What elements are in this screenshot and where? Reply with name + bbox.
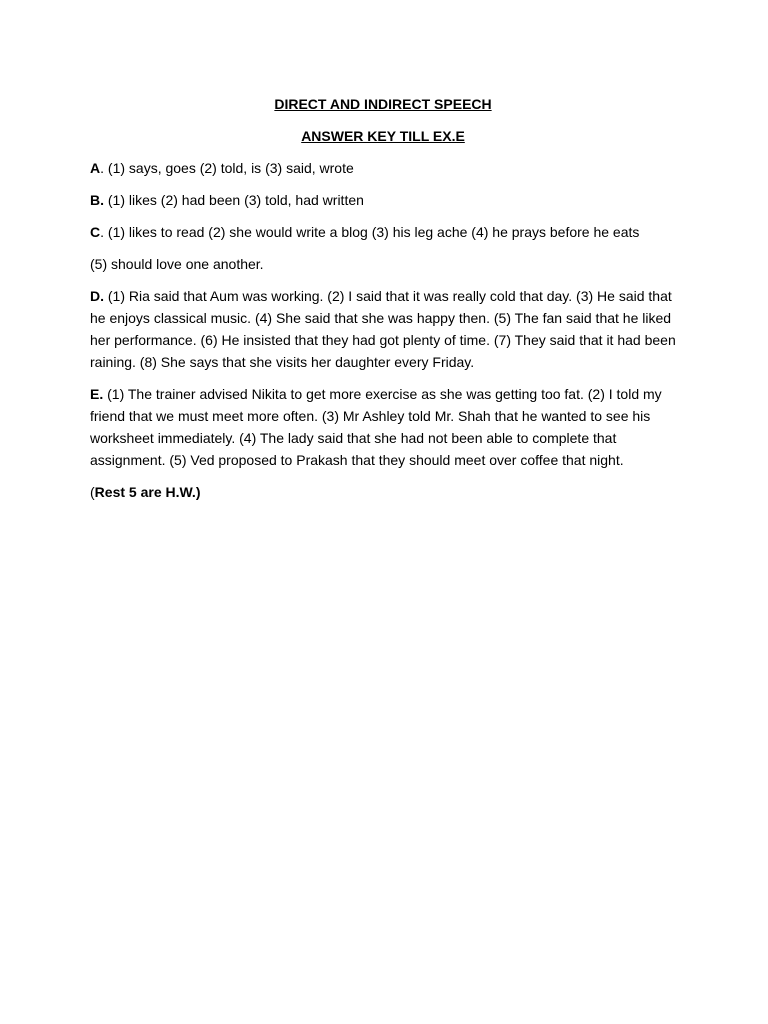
section-label: C xyxy=(90,224,101,240)
section-text: (1) Ria said that Aum was working. (2) I said that it was really cold that day. (3) He said that he enjoys classical music. (4) She said that she was happy then. (5) The fan said that he liked her performance. (6) He insisted that they had got plenty of time. (7) They said that it had been raining. (8) She says that she visits her daughter every Friday. xyxy=(90,288,676,370)
section-text: (1) likes to read (2) she would write a blog (3) his leg ache (4) he prays before he eats xyxy=(107,224,640,240)
section-separator: . xyxy=(100,224,108,240)
section-label: E. xyxy=(90,386,104,402)
answer-section-e xyxy=(90,383,676,471)
section-separator: . xyxy=(100,160,108,176)
answer-section-a xyxy=(90,157,676,179)
section-label: A xyxy=(90,160,101,176)
answer-section-b xyxy=(90,189,676,211)
section-label: D. xyxy=(90,288,104,304)
document-body xyxy=(90,93,676,513)
section-label: B. xyxy=(90,192,104,208)
homework-note xyxy=(90,481,676,503)
note-text: Rest 5 are H.W.) xyxy=(94,484,201,500)
answer-section-d xyxy=(90,285,676,373)
answer-section-c xyxy=(90,221,676,243)
section-text: (1) likes (2) had been (3) told, had written xyxy=(107,192,364,208)
section-text: (5) should love one another. xyxy=(90,256,264,272)
document-title: DIRECT AND INDIRECT SPEECH xyxy=(274,96,492,112)
answer-section-c-continued xyxy=(90,253,676,275)
document-subtitle: ANSWER KEY TILL EX.E xyxy=(301,128,465,144)
section-text: (1) The trainer advised Nikita to get more exercise as she was getting too fat. (2) I told my friend that we must meet more often. (3) Mr Ashley told Mr. Shah that he wanted to see his worksheet immediately. (4) The lady said that she had not been able to complete that assignment. (5) Ved proposed to Prakash that they should meet over coffee that night. xyxy=(90,386,662,468)
section-text: (1) says, goes (2) told, is (3) said, wrote xyxy=(107,160,354,176)
note-open-paren: ( xyxy=(90,484,95,500)
